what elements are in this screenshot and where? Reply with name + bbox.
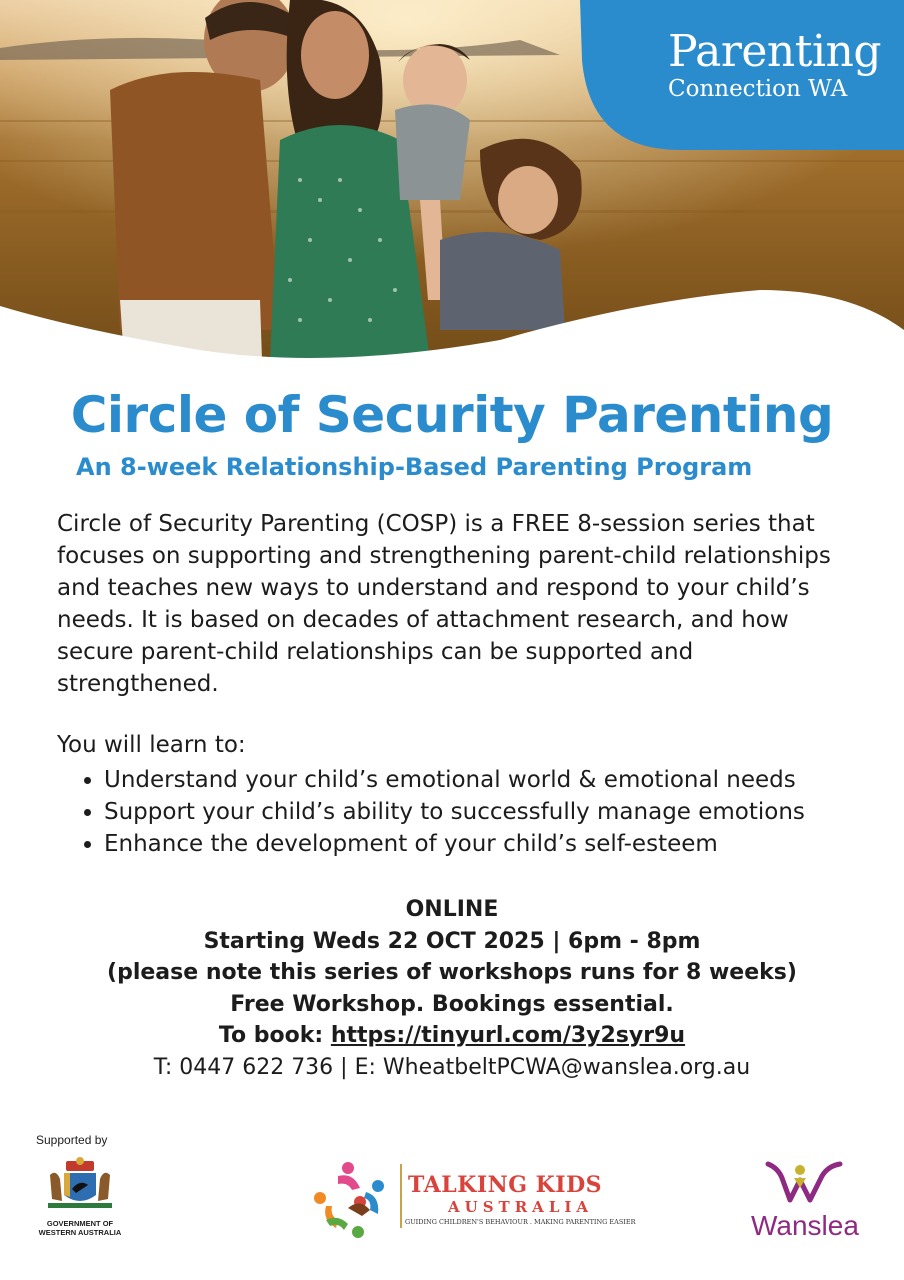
tk-divider xyxy=(400,1164,402,1228)
booking-line xyxy=(0,1020,904,1052)
brand-region: Connection WA xyxy=(668,76,848,102)
wanslea-logo xyxy=(748,1158,868,1248)
event-cost: Free Workshop. Bookings essential. xyxy=(230,991,674,1017)
talking-kids-figures-icon xyxy=(308,1158,398,1248)
brand-name: Parenting xyxy=(668,26,882,77)
wanslea-name: Wanslea xyxy=(751,1210,859,1241)
contact-line: T: 0447 622 736 | E: WheatbeltPCWA@wanslea.org.au xyxy=(153,1054,751,1080)
list-item: Understand your child’s emotional world & emotional needs xyxy=(80,764,805,796)
wanslea-w-icon xyxy=(748,1158,858,1208)
gov-line-1: GOVERNMENT OF xyxy=(46,1219,114,1228)
tk-name: TALKING KIDS xyxy=(408,1172,603,1198)
gov-line-2: WESTERN AUSTRALIA xyxy=(38,1228,122,1237)
supported-by-label: Supported by xyxy=(36,1133,108,1147)
booking-link[interactable]: https://tinyurl.com/3y2syr9u xyxy=(330,1023,686,1048)
learn-heading: You will learn to: xyxy=(57,732,246,758)
tk-sub: AUSTRALIA xyxy=(448,1198,594,1216)
page-subtitle: An 8-week Relationship-Based Parenting Program xyxy=(76,453,753,481)
event-details xyxy=(0,894,904,1083)
event-mode: ONLINE xyxy=(405,897,499,922)
parenting-connection-logo xyxy=(668,26,882,102)
learn-list xyxy=(80,764,805,860)
list-item: Enhance the development of your child’s self-esteem xyxy=(80,828,805,860)
talking-kids-logo xyxy=(308,1158,636,1248)
booking-label: To book: xyxy=(218,1023,331,1048)
event-date: Starting Weds 22 OCT 2025 | 6pm - 8pm xyxy=(203,928,701,954)
page-title: Circle of Security Parenting xyxy=(70,386,834,444)
intro-paragraph: Circle of Security Parenting (COSP) is a FREE 8-session series that focuses on supporting and strengthening parent-child relationships and teaches new ways to understand and respond to your child’s needs. It is based on decades of attachment research, and how secure parent-child relationships can be supported and strengthened. xyxy=(57,511,831,697)
gov-wa-logo xyxy=(30,1155,130,1237)
list-item: Support your child’s ability to successfully manage emotions xyxy=(80,796,805,828)
gov-crest-icon xyxy=(30,1155,130,1215)
event-note: (please note this series of workshops runs for 8 weeks) xyxy=(107,960,797,985)
tk-tagline: GUIDING CHILDREN'S BEHAVIOUR . MAKING PARENTING EASIER xyxy=(405,1218,636,1226)
